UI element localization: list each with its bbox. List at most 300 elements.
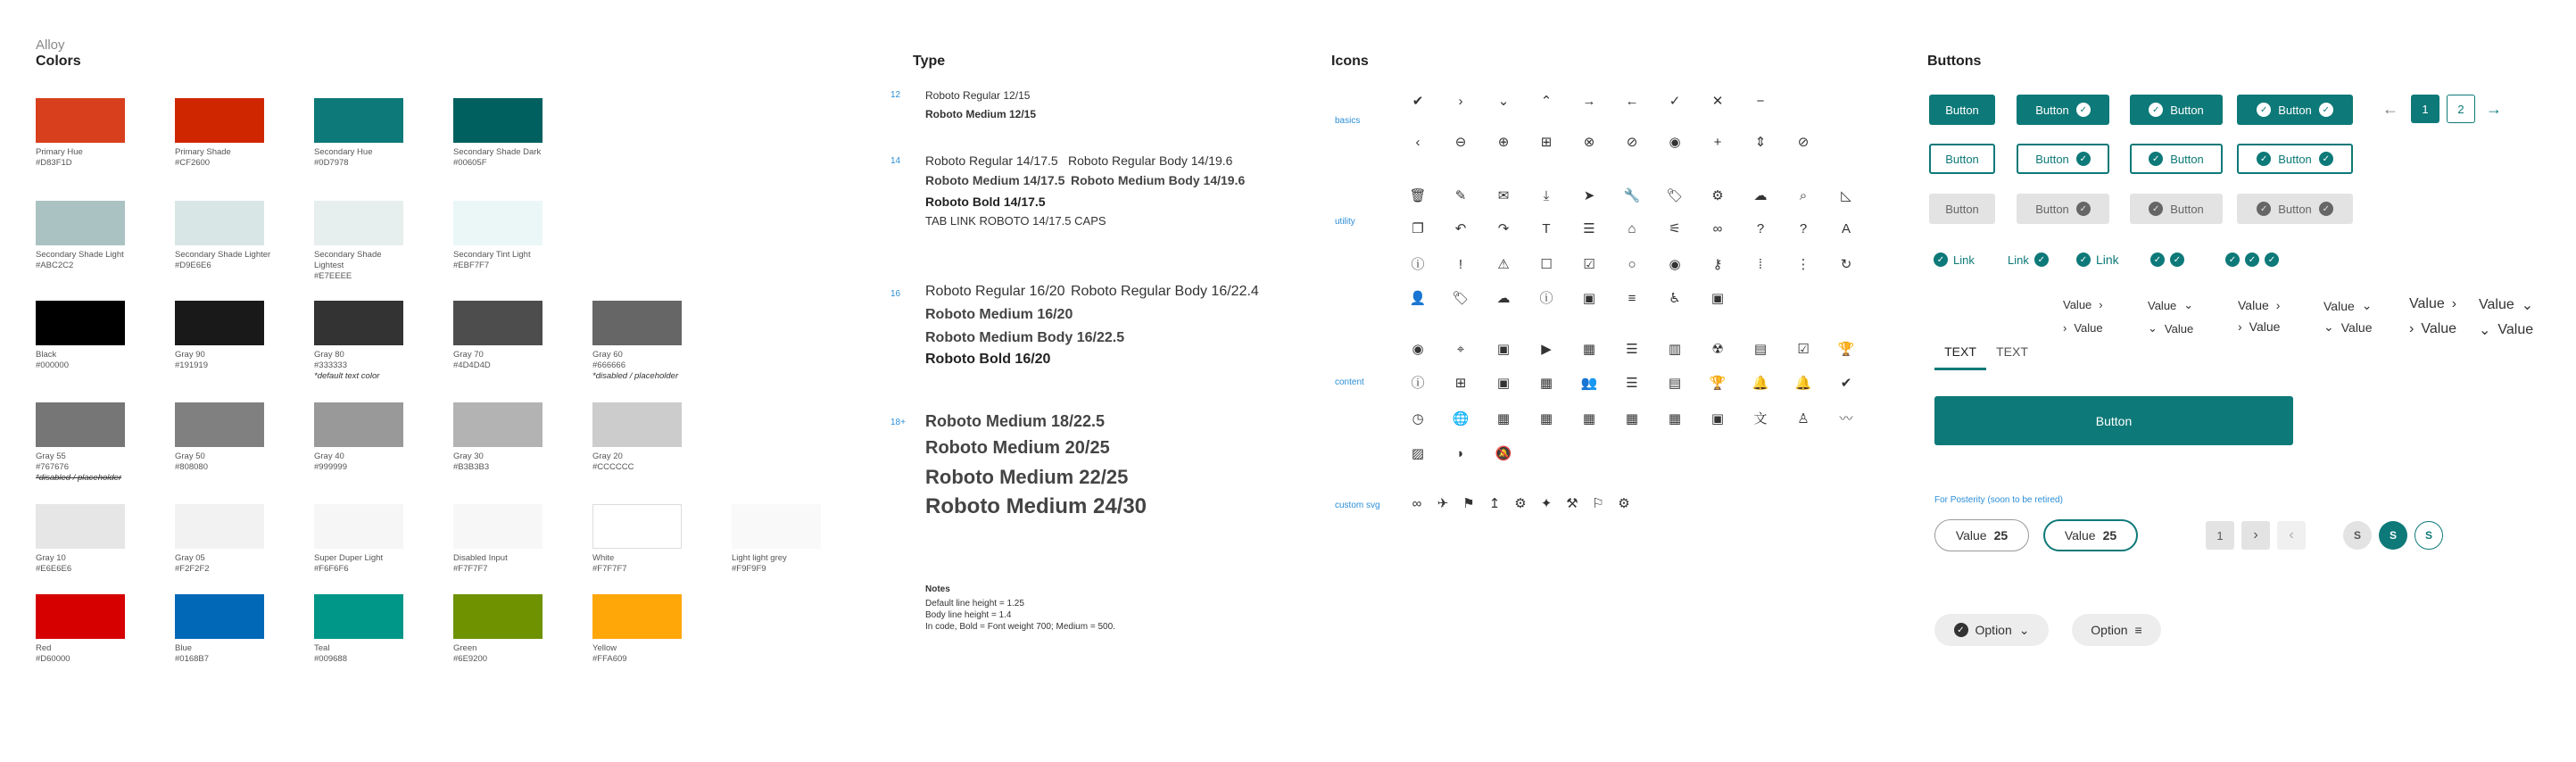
- value-chevron-down-left[interactable]: [2323, 319, 2373, 335]
- color-label: [314, 250, 412, 282]
- chevron-right-icon: ›: [2099, 298, 2103, 311]
- color-swatch: [175, 402, 264, 447]
- radiation-icon: ☢: [1711, 341, 1724, 357]
- color-label: [592, 350, 691, 382]
- option-dropdown[interactable]: [1934, 614, 2049, 646]
- value-label: Value: [2064, 528, 2096, 543]
- icon-category-utility: utility: [1335, 217, 1355, 227]
- color-hex: #FFA609: [592, 654, 627, 664]
- event-available-icon: ▦: [1539, 410, 1553, 427]
- calendar-today-icon: ▦: [1496, 410, 1511, 427]
- value-chevron-down[interactable]: [2479, 296, 2533, 314]
- value-chevron-down-left[interactable]: [2148, 321, 2193, 335]
- color-hex: #CCCCCC: [592, 462, 634, 472]
- value-label: Value: [2479, 297, 2514, 312]
- mask-icon: ∞: [1412, 495, 1422, 511]
- color-name: Red: [36, 643, 52, 653]
- color-swatch: [36, 402, 125, 447]
- color-hex: #333333: [314, 360, 347, 370]
- contact-icon: ▣: [1496, 341, 1511, 357]
- button-label: Button: [2170, 152, 2204, 166]
- type-sample: Roboto Regular 14/17.5: [925, 153, 1058, 168]
- color-swatch: [36, 594, 125, 639]
- posterity-label: For Posterity (soon to be retired): [1934, 495, 2063, 505]
- radio-empty-icon: ○: [1628, 256, 1636, 272]
- text-box-icon: A: [1841, 220, 1851, 236]
- value-label: Value: [2148, 298, 2177, 312]
- color-label: [36, 451, 134, 484]
- check-triple[interactable]: [2225, 253, 2279, 267]
- color-name: Gray 05: [175, 553, 205, 563]
- copy-icon: ❐: [1412, 220, 1424, 236]
- type-sample: Roboto Medium 14/17.5: [925, 173, 1065, 187]
- type-sample: Roboto Medium 20/25: [925, 438, 1110, 458]
- info-icon: ⓘ: [1411, 256, 1425, 272]
- color-hex: #F7F7F7: [453, 564, 488, 574]
- chevron-right-icon: ›: [1458, 93, 1463, 109]
- tab-inactive[interactable]: TEXT: [1996, 344, 2028, 359]
- value-label: Value: [2340, 319, 2373, 335]
- value-chevron-left[interactable]: [2063, 321, 2103, 335]
- type-sample: Roboto Regular 16/20: [925, 284, 1065, 299]
- primary-button-check-left[interactable]: [2130, 95, 2223, 125]
- chevron-left-icon: ‹: [1415, 134, 1421, 150]
- image-icon: ▨: [1411, 445, 1425, 461]
- secondary-button-check-both[interactable]: [2237, 144, 2353, 174]
- calendar-icon: ▣: [1710, 290, 1725, 306]
- type-sample: Roboto Medium 16/20: [925, 307, 1073, 322]
- color-hex: #EBF7F7: [453, 261, 490, 270]
- color-name: Blue: [175, 643, 193, 653]
- color-name: Gray 30: [453, 451, 484, 461]
- color-hex: #F2F2F2: [175, 564, 210, 574]
- help-icon: ?: [1756, 220, 1765, 236]
- color-label: [175, 250, 273, 271]
- label-icon: 🏷: [1452, 290, 1470, 306]
- chevron-right-icon: ›: [2253, 527, 2258, 543]
- trend-icon: 〰: [1839, 410, 1853, 427]
- color-name: Gray 40: [314, 451, 344, 461]
- value-label: Value: [2074, 321, 2103, 335]
- button-label: Button: [2278, 103, 2312, 117]
- tag-icon: 🏷: [1666, 187, 1684, 203]
- checkbox-empty-icon: ☐: [1540, 256, 1553, 272]
- type-title: Type: [913, 54, 946, 69]
- check-icon: ✓: [2149, 103, 2163, 117]
- chevron-down-icon: ⌄: [2018, 622, 2030, 637]
- color-name: Green: [453, 643, 477, 653]
- color-hex: #999999: [314, 462, 347, 472]
- warning-icon: ⚠: [1497, 256, 1510, 272]
- value-count-pill-active[interactable]: [2043, 519, 2138, 551]
- check-icon: ✓: [1934, 253, 1948, 267]
- color-name: Yellow: [592, 643, 617, 653]
- gear-icon: ⚙: [1711, 187, 1724, 203]
- arrow-left-icon[interactable]: ←: [2382, 100, 2398, 118]
- color-label: [453, 350, 551, 371]
- color-hex: #009688: [314, 654, 347, 664]
- check-icon: ✓: [2257, 152, 2271, 166]
- link-check-left-large[interactable]: [2076, 253, 2119, 267]
- color-name: White: [592, 553, 615, 563]
- value-chevron-right[interactable]: [2409, 296, 2456, 312]
- color-name: Secondary Shade Lightest: [314, 250, 382, 270]
- link-label: Link: [1953, 253, 1975, 267]
- building-icon: ▦: [1539, 375, 1553, 391]
- send-icon: ➤: [1583, 187, 1595, 203]
- color-swatch: [175, 98, 264, 143]
- contact-card-icon: ▣: [1496, 375, 1511, 391]
- chevron-down-icon: ⌄: [2148, 321, 2158, 335]
- color-swatch: [453, 98, 543, 143]
- color-name: Light light grey: [732, 553, 787, 563]
- page-button-active[interactable]: 1: [2411, 95, 2439, 123]
- unfold-icon: ⇕: [1754, 134, 1767, 150]
- color-swatch: [175, 594, 264, 639]
- rss-icon: ◗: [1456, 445, 1465, 461]
- value-label: Value: [2238, 298, 2269, 312]
- value-count-pill[interactable]: [1934, 519, 2029, 551]
- search-icon: ⌕: [1799, 187, 1808, 203]
- close-icon: ✕: [1711, 93, 1724, 109]
- value-label: Value: [2164, 321, 2194, 335]
- color-note: *default text color: [314, 371, 380, 381]
- chevron-down-icon: ⌄: [2323, 319, 2334, 334]
- value-chevron-down[interactable]: [2148, 298, 2193, 312]
- value-chevron-down-left[interactable]: [2479, 321, 2533, 339]
- value-chevron-left[interactable]: [2238, 319, 2280, 334]
- trophy-outline-icon: 🏆: [1709, 375, 1727, 391]
- color-swatch: [314, 201, 403, 245]
- type-sample: Roboto Medium 18/22.5: [925, 412, 1106, 430]
- account-icon: ◉: [1412, 341, 1424, 357]
- note-line: In code, Bold = Font weight 700; Medium = 500.: [925, 622, 1115, 632]
- icon-category-custom: custom svg: [1335, 501, 1380, 510]
- bell-ring-icon: 🔔: [1794, 375, 1812, 391]
- primary-button[interactable]: [1929, 95, 1995, 125]
- tune-icon: ⚟: [1669, 220, 1681, 236]
- color-hex: #F9F9F9: [732, 564, 766, 574]
- color-name: Black: [36, 350, 57, 360]
- color-label: [732, 553, 830, 575]
- option-label: Option: [1975, 623, 2012, 637]
- checkbox-checked-icon: ☑: [1583, 256, 1595, 272]
- link-check-left[interactable]: [1934, 253, 1975, 267]
- secondary-button-check[interactable]: [2017, 144, 2109, 174]
- color-swatch: [314, 504, 403, 549]
- location-icon: ⌖: [1456, 341, 1465, 357]
- color-hex: #E6E6E6: [36, 564, 72, 574]
- type-sample: Roboto Medium Body 16/22.5: [925, 330, 1125, 345]
- plus-icon: +: [1713, 134, 1722, 150]
- value-chevron-right[interactable]: [2063, 298, 2103, 311]
- avatar-grey[interactable]: S: [2343, 521, 2372, 550]
- link-check-right[interactable]: [2008, 253, 2049, 267]
- avatar-outline[interactable]: S: [2414, 521, 2443, 550]
- visibility-icon: ◉: [1669, 134, 1681, 150]
- type-sample: Roboto Regular 12/15: [925, 89, 1031, 102]
- color-label: [453, 553, 551, 575]
- type-sample: Roboto Medium 22/25: [925, 466, 1129, 488]
- color-label: [314, 553, 412, 575]
- color-swatch: [592, 402, 682, 447]
- check-icon: ✓: [2265, 253, 2279, 267]
- color-hex: #000000: [36, 360, 69, 370]
- event-icon: ▦: [1582, 410, 1596, 427]
- check-icon: ✓: [2319, 103, 2333, 117]
- colors-title: Colors: [36, 54, 81, 69]
- mail-icon: ✉: [1497, 187, 1510, 203]
- color-label: [314, 350, 412, 382]
- menu-icon: ☰: [1583, 220, 1595, 236]
- color-name: Secondary Shade Lighter: [175, 250, 271, 260]
- remove-circle-icon: ⊖: [1454, 134, 1467, 150]
- minus-icon: −: [1756, 93, 1765, 109]
- color-swatch: [314, 301, 403, 345]
- type-sample: Roboto Regular Body 16/22.4: [1071, 284, 1259, 299]
- color-swatch: [453, 301, 543, 345]
- buttons-title: Buttons: [1927, 54, 1982, 69]
- option-label: Option: [2091, 623, 2128, 637]
- type-sample: Roboto Regular Body 14/19.6: [1068, 153, 1233, 168]
- color-note: *disabled / placeholder: [592, 371, 679, 381]
- color-name: Secondary Hue: [314, 147, 373, 157]
- color-hex: #CF2600: [175, 158, 211, 168]
- link-icon: ∞: [1712, 220, 1723, 236]
- error-icon: !: [1458, 256, 1463, 272]
- prev-page-button: [2277, 521, 2306, 550]
- color-swatch: [732, 504, 821, 549]
- color-name: Gray 20: [592, 451, 623, 461]
- color-label: [592, 643, 691, 665]
- info-outline-icon: ⓘ: [1539, 290, 1553, 306]
- list-alt-icon: ☰: [1626, 375, 1638, 391]
- check-icon: ✓: [2034, 253, 2049, 267]
- arrow-right-icon[interactable]: →: [2486, 100, 2502, 118]
- link-label: Link: [2008, 253, 2029, 267]
- chevron-down-icon: ⌄: [2183, 298, 2194, 311]
- page-button-grey[interactable]: 1: [2206, 521, 2234, 550]
- check-icon: ✓: [2076, 103, 2091, 117]
- color-hex: #767676: [36, 462, 69, 472]
- color-label: [36, 553, 134, 575]
- button-label: Button: [2035, 202, 2069, 216]
- cloud-download-icon: ☁: [1753, 187, 1768, 203]
- color-swatch: [36, 98, 125, 143]
- chevron-right-icon: ›: [2409, 321, 2414, 336]
- check-icon: ✓: [1669, 93, 1681, 109]
- color-swatch: [175, 504, 264, 549]
- color-label: [175, 553, 273, 575]
- more-vert-icon: ⋮: [1796, 256, 1810, 272]
- upload-pin-icon: ↥: [1488, 495, 1501, 511]
- cog-custom-icon: ⚙: [1618, 495, 1630, 511]
- tab-active[interactable]: TEXT: [1934, 343, 1986, 370]
- assignment-icon: ⊞: [1454, 375, 1467, 391]
- badge-custom-icon: ⚑: [1462, 495, 1475, 511]
- color-name: Gray 10: [36, 553, 66, 563]
- color-note: *disabled / placeholder: [36, 473, 122, 483]
- value-label: Value: [1955, 528, 1987, 543]
- color-swatch: [592, 504, 682, 549]
- undo-icon: ↶: [1454, 220, 1467, 236]
- clock-icon: ◷: [1412, 410, 1424, 427]
- primary-button-check[interactable]: [2017, 95, 2109, 125]
- carousel-icon: ▣: [1710, 410, 1725, 427]
- notes-title: Notes: [925, 584, 950, 594]
- page-button[interactable]: 2: [2447, 95, 2475, 123]
- size-tag-12: 12: [890, 90, 901, 100]
- next-page-button[interactable]: [2241, 521, 2270, 550]
- color-swatch: [453, 594, 543, 639]
- color-label: [592, 451, 691, 473]
- chevron-right-icon: ›: [2063, 321, 2067, 335]
- color-label: [175, 350, 273, 371]
- chevron-up-icon: ⌃: [1540, 93, 1553, 109]
- button-label: Button: [2035, 103, 2069, 117]
- size-tag-18: 18+: [890, 418, 906, 427]
- option-menu[interactable]: [2072, 614, 2161, 646]
- check-circle-icon: ✔: [1412, 93, 1424, 109]
- color-label: [453, 643, 551, 665]
- puzzle-icon: ✦: [1540, 495, 1553, 511]
- color-label: [314, 147, 412, 169]
- color-swatch: [453, 402, 543, 447]
- color-swatch: [453, 201, 543, 245]
- color-hex: #D60000: [36, 654, 70, 664]
- chevron-left-icon: ‹: [2289, 527, 2294, 543]
- color-name: Primary Hue: [36, 147, 83, 157]
- color-name: Disabled Input: [453, 553, 508, 563]
- color-label: [175, 643, 273, 665]
- color-name: Primary Shade: [175, 147, 231, 157]
- color-name: Gray 80: [314, 350, 344, 360]
- color-name: Gray 60: [592, 350, 623, 360]
- color-hex: #808080: [175, 462, 208, 472]
- color-label: [36, 350, 134, 371]
- color-hex: #4D4D4D: [453, 360, 491, 370]
- home-icon: ⌂: [1628, 220, 1636, 236]
- check-icon: ✓: [1954, 623, 1968, 637]
- user-icon: ♙: [1797, 410, 1810, 427]
- download-icon: ⤓: [1543, 187, 1550, 203]
- disabled-button-check-both: [2237, 194, 2353, 224]
- button-label: Button: [2278, 152, 2312, 166]
- color-hex: #F7F7F7: [592, 564, 627, 574]
- button-label: Button: [2095, 413, 2133, 428]
- cancel-icon: ⊗: [1583, 134, 1595, 150]
- chevron-down-icon: ⌄: [2479, 323, 2491, 338]
- value-label: Value: [2323, 298, 2355, 313]
- color-hex: #E7EEEE: [314, 271, 352, 281]
- color-label: [453, 451, 551, 473]
- type-sample: Roboto Medium 24/30: [925, 494, 1147, 518]
- color-hex: #6E9200: [453, 654, 488, 664]
- edit-icon: ✎: [1454, 187, 1467, 203]
- check-icon: ✓: [2076, 253, 2091, 267]
- value-chevron-left[interactable]: [2409, 321, 2456, 337]
- drag-icon: ⁞: [1758, 256, 1763, 272]
- secondary-button[interactable]: [1929, 144, 1995, 174]
- value-label: Value: [2421, 321, 2457, 336]
- color-swatch: [36, 201, 125, 245]
- check-icon: ✓: [2150, 253, 2165, 267]
- chart-icon: ▥: [1668, 341, 1682, 357]
- chevron-down-icon: ⌄: [2361, 298, 2373, 312]
- arrow-right-icon: →: [1582, 93, 1596, 109]
- color-name: Gray 70: [453, 350, 484, 360]
- block-icon: ⊘: [1626, 134, 1638, 150]
- color-hex: #666666: [592, 360, 625, 370]
- check-icon: ✓: [2245, 253, 2259, 267]
- color-swatch: [175, 301, 264, 345]
- arrow-left-icon: ←: [1625, 93, 1639, 109]
- cloud-upload-icon: ☁: [1496, 290, 1511, 306]
- avatar-teal[interactable]: S: [2379, 521, 2407, 550]
- secondary-button-check-left[interactable]: [2130, 144, 2223, 174]
- tools-icon: ⚒: [1566, 495, 1578, 511]
- color-swatch: [592, 594, 682, 639]
- color-hex: #00605F: [453, 158, 487, 168]
- color-name: Secondary Shade Dark: [453, 147, 542, 157]
- color-hex: #ABC2C2: [36, 261, 74, 270]
- disabled-button-check: [2017, 194, 2109, 224]
- value-chevron-right[interactable]: [2238, 298, 2280, 312]
- bell-icon: 🔔: [1752, 375, 1769, 391]
- primary-button-check-both[interactable]: [2237, 95, 2353, 125]
- note-line: Body line height = 1.4: [925, 610, 1012, 620]
- value-chevron-down[interactable]: [2323, 298, 2373, 313]
- list-view-icon: ☰: [1626, 341, 1638, 357]
- chevron-right-icon: ›: [2451, 296, 2457, 311]
- button-label: Button: [2035, 152, 2069, 166]
- gears-icon: ⚙: [1514, 495, 1527, 511]
- type-sample: Roboto Medium Body 14/19.6: [1071, 173, 1246, 187]
- chevron-down-icon: ⌄: [1497, 93, 1510, 109]
- refresh-icon: ↻: [1840, 256, 1852, 272]
- rocket-icon: ✈: [1437, 495, 1449, 511]
- value-label: Value: [2249, 319, 2281, 334]
- disabled-button-check-left: [2130, 194, 2223, 224]
- key-icon: ⚷: [1712, 256, 1723, 272]
- event-note-icon: ▦: [1625, 410, 1639, 427]
- count-label: 25: [2102, 528, 2117, 543]
- check-pair[interactable]: [2150, 253, 2184, 267]
- help-outline-icon: ?: [1799, 220, 1808, 236]
- color-label: [36, 643, 134, 665]
- apps-icon: ▦: [1668, 410, 1682, 427]
- value-label: Value: [2497, 322, 2534, 337]
- check-icon: ✓: [2149, 202, 2163, 216]
- check-icon: ✓: [2225, 253, 2240, 267]
- color-label: [175, 147, 273, 169]
- color-hex: #D83F1D: [36, 158, 72, 168]
- color-label: [314, 451, 412, 473]
- radio-checked-icon: ◉: [1669, 256, 1681, 272]
- flag-icon: ⚐: [1592, 495, 1604, 511]
- button-label: Button: [2278, 202, 2312, 216]
- color-swatch: [314, 402, 403, 447]
- menu-icon: ≡: [2134, 623, 2142, 637]
- visibility-off-icon: ⊘: [1797, 134, 1810, 150]
- color-hex: #0168B7: [175, 654, 210, 664]
- person-voice-icon: 👤: [1409, 290, 1427, 306]
- wide-primary-button[interactable]: [1934, 396, 2293, 445]
- color-label: [453, 250, 551, 271]
- group-icon: 👥: [1580, 375, 1598, 391]
- type-sample: Roboto Medium 12/15: [925, 108, 1037, 120]
- dashboard-icon: ▦: [1582, 341, 1596, 357]
